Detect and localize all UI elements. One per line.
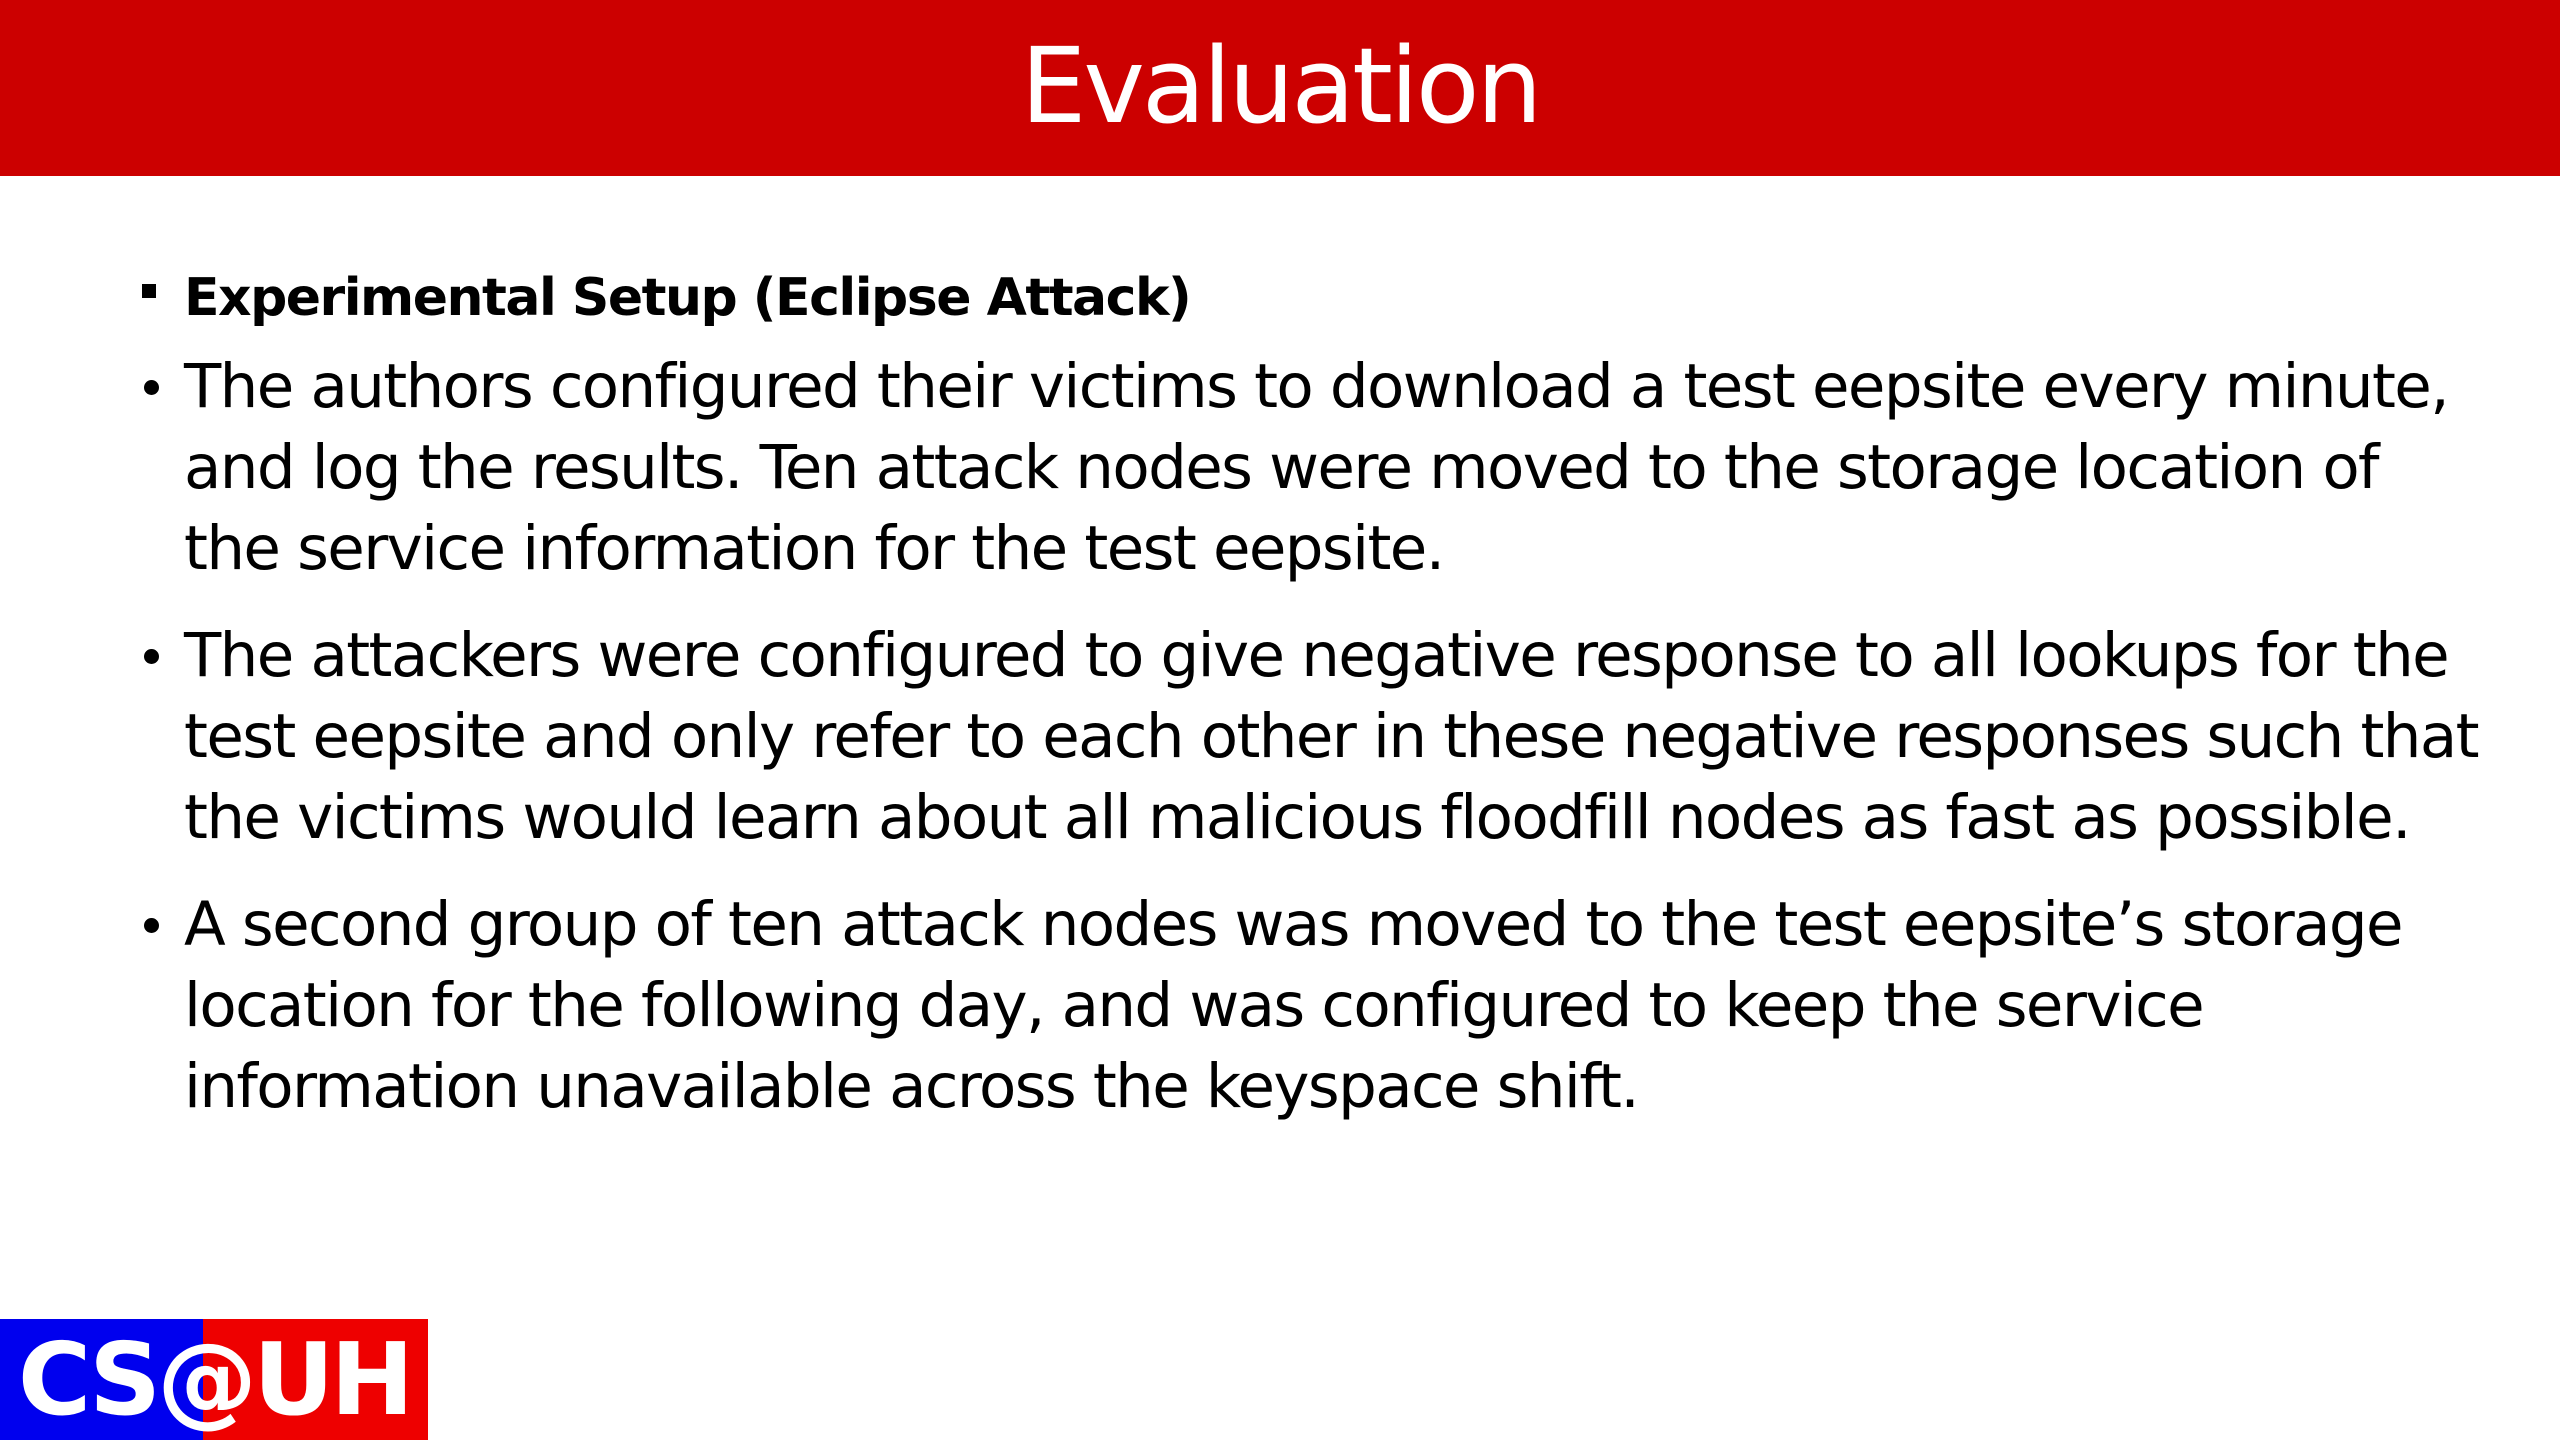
bullet-dot-icon: [144, 649, 159, 664]
heading-item: [138, 262, 2438, 334]
section-heading: Experimental Setup (Eclipse Attack): [184, 268, 1191, 328]
cs-uh-logo: [0, 1319, 428, 1440]
bullet-dot-icon: [144, 380, 159, 395]
logo-text: CS@UH: [17, 1321, 411, 1438]
slide-title: Evaluation: [1020, 25, 1540, 147]
square-bullet-icon: [142, 284, 156, 298]
title-bar: [0, 0, 2560, 176]
bullet-item-2: [138, 615, 2478, 858]
bullet-text: The authors configured their victims to download a test eepsite every minute, and log the results. Ten attack nodes were moved to the storage location of the service information for the test eepsite.: [184, 351, 2448, 584]
bullet-dot-icon: [144, 918, 159, 933]
slide-content: [138, 262, 2478, 1153]
bullet-text: The attackers were configured to give negative response to all lookups for the test eepsite and only refer to each other in these negative responses such that the victims would learn about all malicious floodfill nodes as fast as possible.: [184, 620, 2478, 853]
bullet-item-1: [138, 346, 2448, 589]
bullet-text: A second group of ten attack nodes was moved to the test eepsite’s storage location for the following day, and was configured to keep the service information unavailable across the keyspace shift.: [184, 889, 2402, 1122]
bullet-item-3: [138, 884, 2438, 1127]
